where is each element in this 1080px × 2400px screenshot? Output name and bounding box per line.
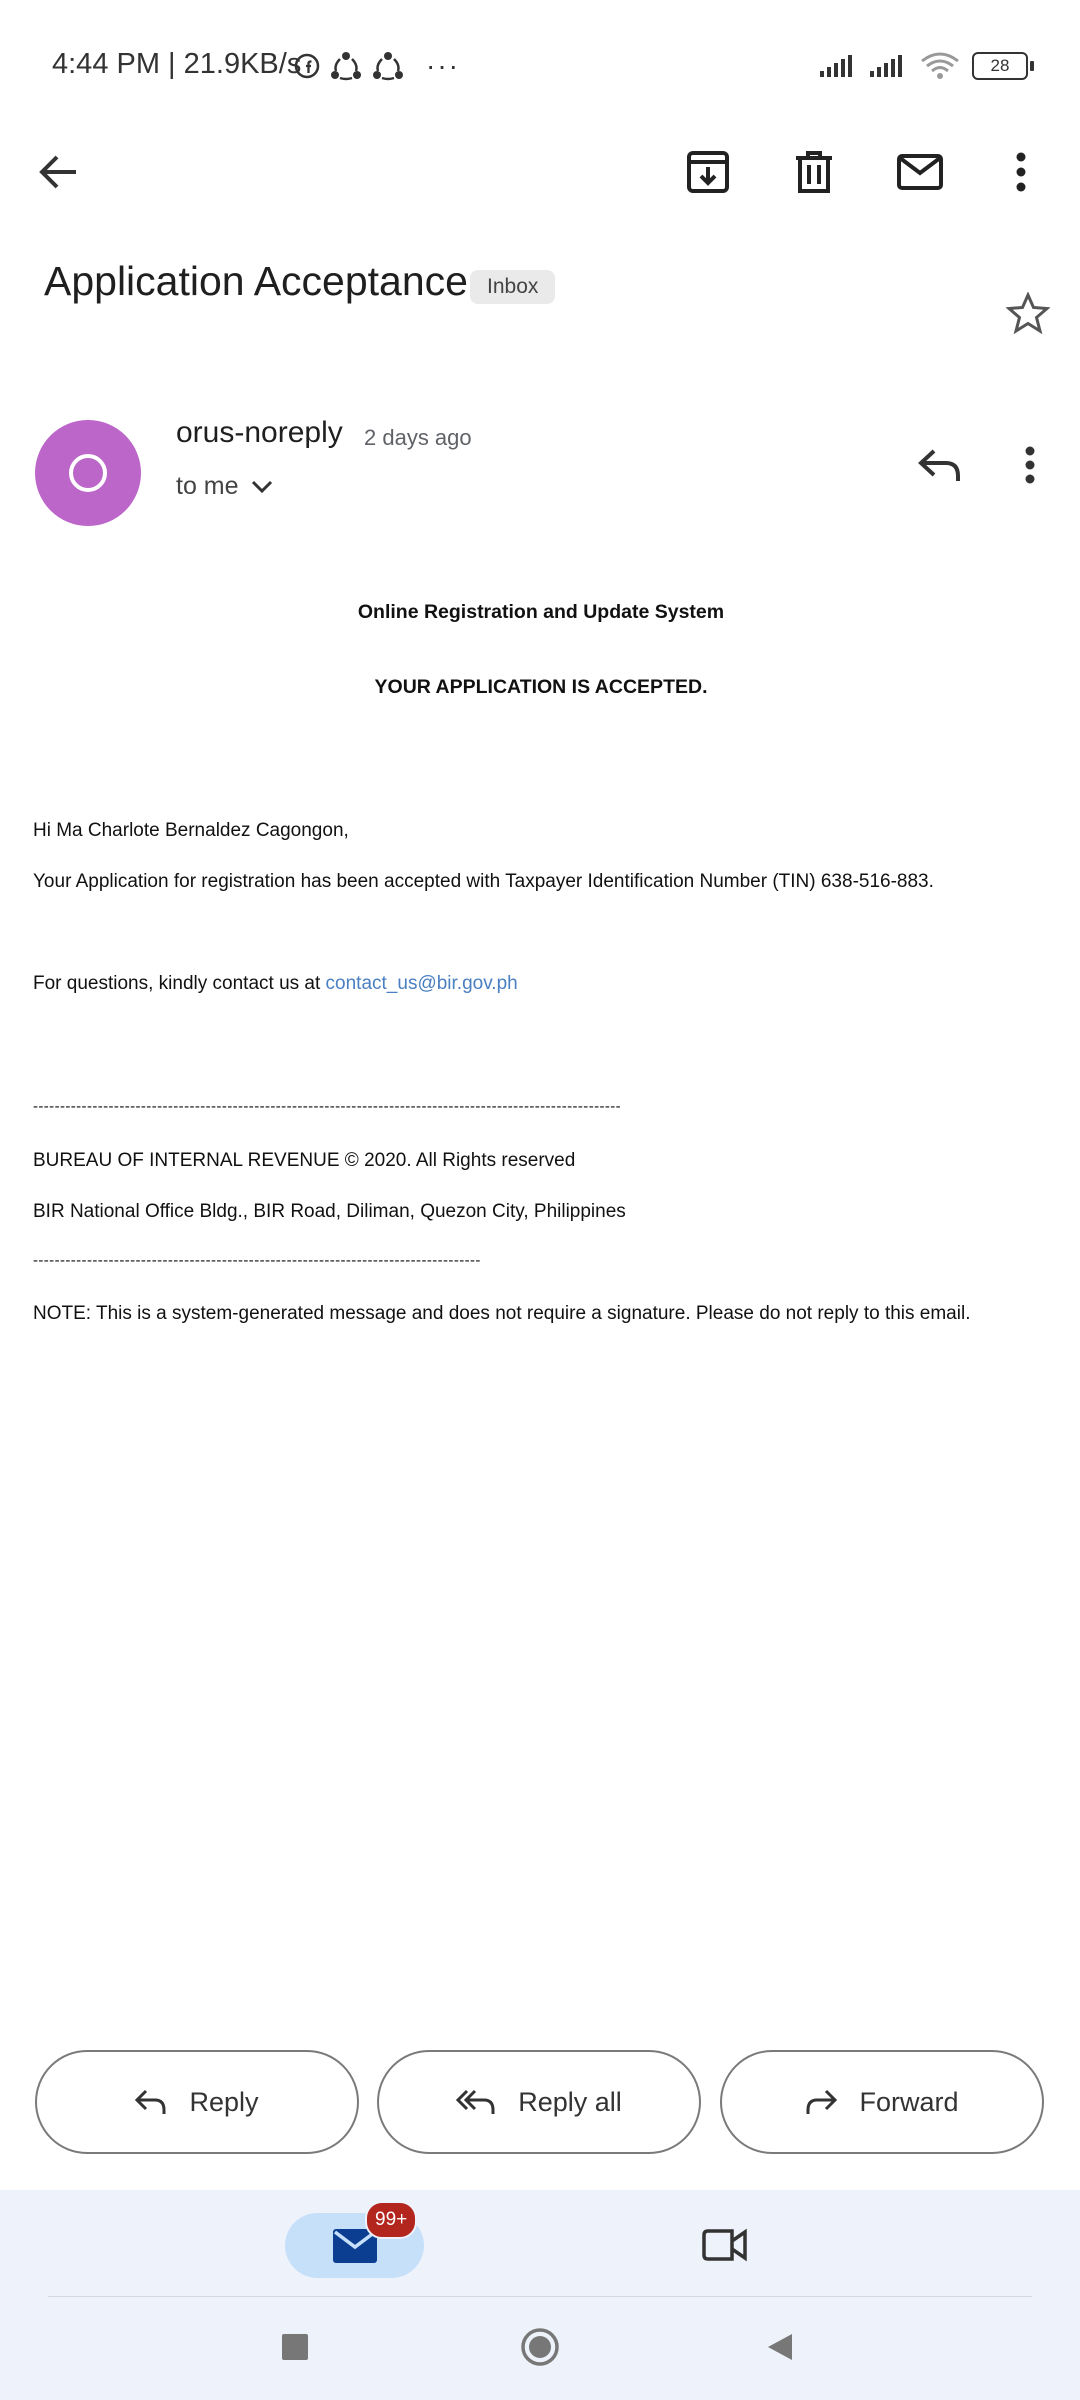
status-right-icons <box>820 48 1028 84</box>
divider-short: ----------------------------------------------------------------------------------- <box>33 1252 481 1269</box>
battery-level: 28 <box>990 56 1010 75</box>
status-heading: YOUR APPLICATION IS ACCEPTED. <box>374 676 708 698</box>
chevron-down-icon <box>251 480 273 494</box>
status-bar <box>0 0 1080 130</box>
reply-all-icon <box>456 2089 496 2115</box>
signal-icon <box>820 53 858 79</box>
inbox-label-chip[interactable]: Inbox <box>470 270 555 304</box>
reply-all-button[interactable] <box>377 2050 701 2154</box>
acceptance-message: Your Application for registration has been accepted with Taxpayer Identification Number (TIN) 638-516-883. <box>33 871 934 892</box>
forward-label: Forward <box>859 2086 959 2117</box>
signal-icon-2 <box>870 53 908 79</box>
mark-unread-button[interactable] <box>890 142 950 202</box>
reply-button[interactable] <box>35 2050 359 2154</box>
battery-indicator <box>972 52 1028 80</box>
video-camera-icon <box>701 2226 749 2264</box>
more-notifications-icon: ··· <box>426 50 460 81</box>
greeting: Hi Ma Charlote Bernaldez Cagongon, <box>33 820 349 841</box>
archive-icon <box>686 150 730 194</box>
back-arrow-icon <box>38 154 78 190</box>
reply-all-label: Reply all <box>518 2086 622 2117</box>
email-subject: Application Acceptance <box>44 258 468 304</box>
wifi-icon <box>920 51 960 81</box>
recent-apps-button[interactable] <box>270 2322 320 2372</box>
reply-icon-button[interactable] <box>910 438 970 492</box>
status-time: 4:44 PM | 21.9KB/s <box>52 48 302 80</box>
star-button[interactable] <box>1000 285 1056 341</box>
forward-button[interactable] <box>720 2050 1044 2154</box>
more-vert-icon <box>1016 152 1026 192</box>
sender-name[interactable]: orus-noreply <box>176 416 343 449</box>
delete-icon <box>794 150 834 194</box>
star-icon <box>1006 292 1050 334</box>
square-icon <box>281 2333 309 2361</box>
back-nav-button[interactable] <box>755 2322 805 2372</box>
divider-long: ------------------------------------------------------------------------------------------------------------- <box>33 1098 622 1115</box>
back-button[interactable] <box>28 142 88 202</box>
email-body <box>33 590 1053 1350</box>
home-button[interactable] <box>515 2322 565 2372</box>
nav-divider <box>48 2296 1032 2297</box>
home-circle-icon <box>520 2327 560 2367</box>
note: NOTE: This is a system-generated message and does not require a signature. Please do not reply to this email. <box>33 1303 971 1324</box>
archive-button[interactable] <box>678 142 738 202</box>
notification-icons <box>294 50 460 82</box>
bottom-nav <box>0 2190 1080 2300</box>
triangle-back-icon <box>765 2332 795 2362</box>
reply-icon <box>918 448 962 482</box>
avatar-initial-o <box>69 454 107 492</box>
more-options-button[interactable] <box>996 142 1046 202</box>
sender-avatar[interactable] <box>35 420 141 526</box>
contact-line <box>33 973 518 995</box>
share-app-icon-2 <box>372 51 404 81</box>
unread-count-badge: 99+ <box>365 2201 417 2239</box>
share-app-icon <box>330 51 362 81</box>
forward-icon <box>805 2089 837 2115</box>
reply-label: Reply <box>189 2086 259 2117</box>
recipient-details-toggle[interactable] <box>176 472 273 501</box>
delete-button[interactable] <box>784 142 844 202</box>
address: BIR National Office Bldg., BIR Road, Diliman, Quezon City, Philippines <box>33 1201 626 1222</box>
copyright: BUREAU OF INTERNAL REVENUE © 2020. All Rights reserved <box>33 1150 576 1171</box>
mark-unread-icon <box>897 154 943 190</box>
contact-email-link[interactable]: contact_us@bir.gov.ph <box>325 973 518 994</box>
more-vert-icon <box>1025 446 1035 484</box>
contact-prefix: For questions, kindly contact us at <box>33 973 326 994</box>
message-more-button[interactable] <box>1008 438 1052 492</box>
recipient-label: to me <box>176 472 239 500</box>
nav-meet-tab[interactable] <box>690 2215 760 2275</box>
reply-icon <box>135 2089 167 2115</box>
system-title: Online Registration and Update System <box>357 601 725 623</box>
sent-time: 2 days ago <box>364 425 472 450</box>
facebook-icon <box>294 53 320 79</box>
